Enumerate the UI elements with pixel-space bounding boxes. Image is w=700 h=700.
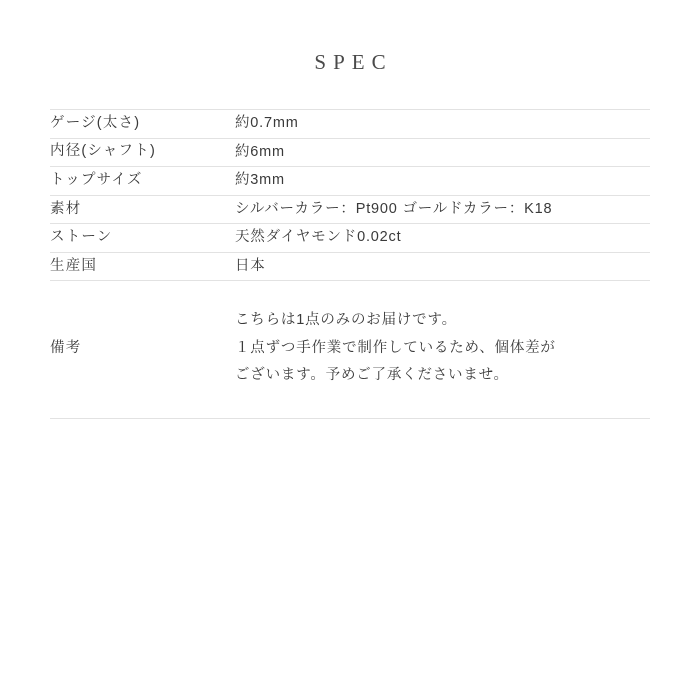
spec-value-country bbox=[235, 252, 650, 281]
spec-label-remarks: 備考 bbox=[50, 339, 82, 356]
spec-label-inner-diameter: 内径(シャフト) bbox=[50, 143, 156, 160]
page-title: SPEC bbox=[314, 50, 393, 74]
table-row bbox=[50, 167, 650, 196]
table-row bbox=[50, 110, 650, 139]
spec-label-material: 素材 bbox=[50, 200, 82, 217]
spec-value-line: 日本 bbox=[235, 257, 266, 274]
spec-value-line: 約6mm bbox=[235, 143, 285, 160]
spec-value-line: こちらは1点のみのお届けです。 bbox=[235, 312, 457, 329]
spec-value-line: 約0.7mm bbox=[235, 115, 299, 131]
spec-value-line: 約3mm bbox=[235, 172, 285, 189]
spec-value-material bbox=[235, 195, 650, 224]
spec-value-line: ございます。予めご了承くださいませ。 bbox=[235, 367, 509, 384]
spec-value-line: 天然ダイヤモンド0.02ct bbox=[235, 229, 402, 246]
spec-label-gauge: ゲージ(太さ) bbox=[50, 114, 141, 131]
spec-value-line: １点ずつ手作業で制作しているため、個体差が bbox=[235, 339, 556, 356]
spec-value-stone bbox=[235, 224, 650, 253]
table-row bbox=[50, 252, 650, 281]
spec-value-top-size bbox=[235, 167, 650, 196]
spec-value-line: シルバーカラー：Pt900 ゴールドカラー：K18 bbox=[235, 200, 553, 217]
spec-label-top-size: トップサイズ bbox=[50, 171, 143, 188]
table-row bbox=[50, 281, 650, 419]
table-row bbox=[50, 138, 650, 167]
spec-table bbox=[50, 109, 650, 419]
spec-label-stone: ストーン bbox=[50, 229, 113, 246]
table-row bbox=[50, 224, 650, 253]
spec-value-gauge bbox=[235, 110, 650, 139]
spec-value-inner-diameter bbox=[235, 138, 650, 167]
spec-value-remarks bbox=[235, 281, 650, 419]
table-row bbox=[50, 195, 650, 224]
spec-label-country: 生産国 bbox=[50, 257, 98, 274]
